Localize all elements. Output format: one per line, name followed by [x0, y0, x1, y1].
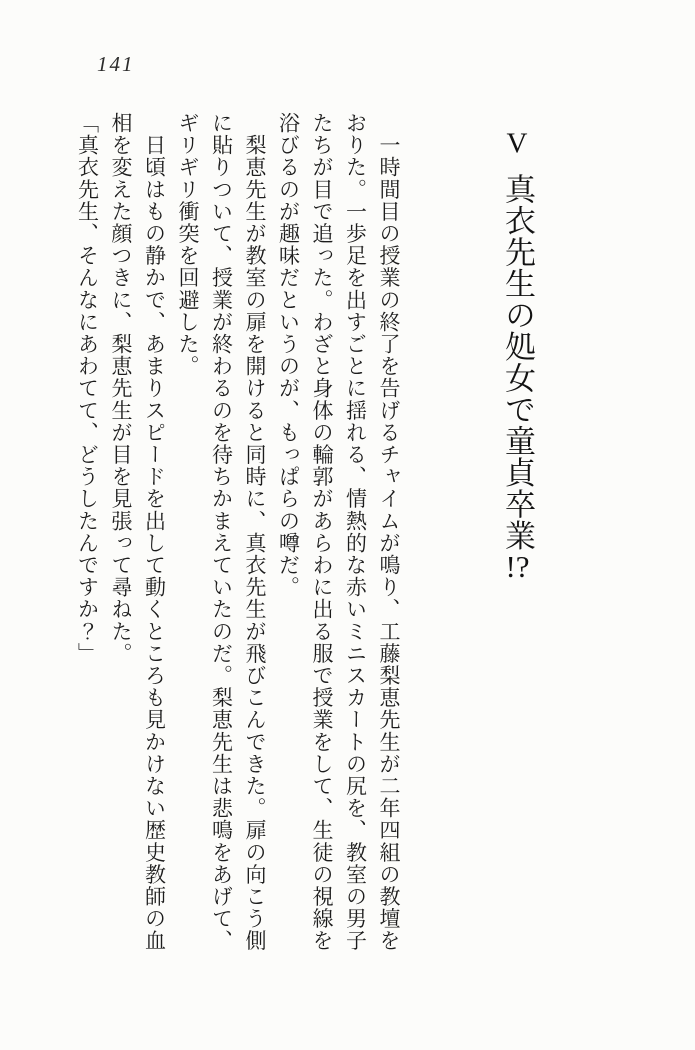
paragraph: 梨恵先生が教室の扉を開けると同時に、真衣先生が飛びこんできた。扉の向こう側に貼りついて、授業が終わるのを待ちかまえていたのだ。梨恵先生は悲鳴をあげて、ギリギリ衝突を回避した。: [176, 112, 267, 952]
body-text: [70, 112, 405, 954]
paragraph-dialogue: 「真衣先生、そんなにあわてて、どうしたんですか？」: [75, 112, 100, 665]
chapter-title-suffix: !?: [505, 551, 530, 582]
page-number: 141: [97, 52, 135, 76]
chapter-numeral: V: [506, 129, 528, 158]
chapter-heading: [497, 129, 537, 979]
paragraph: 日頃はもの静かで、あまりスピードを出して動くところも見かけない歴史教師の血相を変えた顔つきに、梨恵先生が目を見張って尋ねた。: [109, 112, 167, 952]
chapter-title: 真衣先生の処女で童貞卒業: [500, 173, 535, 551]
paragraph: 一時間目の授業の終了を告げるチャイムが鳴り、工藤梨恵先生が二年四組の教壇をおりた。一歩足を出すごとに揺れる、情熱的な赤いミニスカートの尻を、教室の男子たちが目で追った。わざと身体の輪郭があらわに出る服で授業をして、生徒の視線を浴びるのが趣味だというのが、もっぱらの噂だ。: [276, 112, 401, 952]
